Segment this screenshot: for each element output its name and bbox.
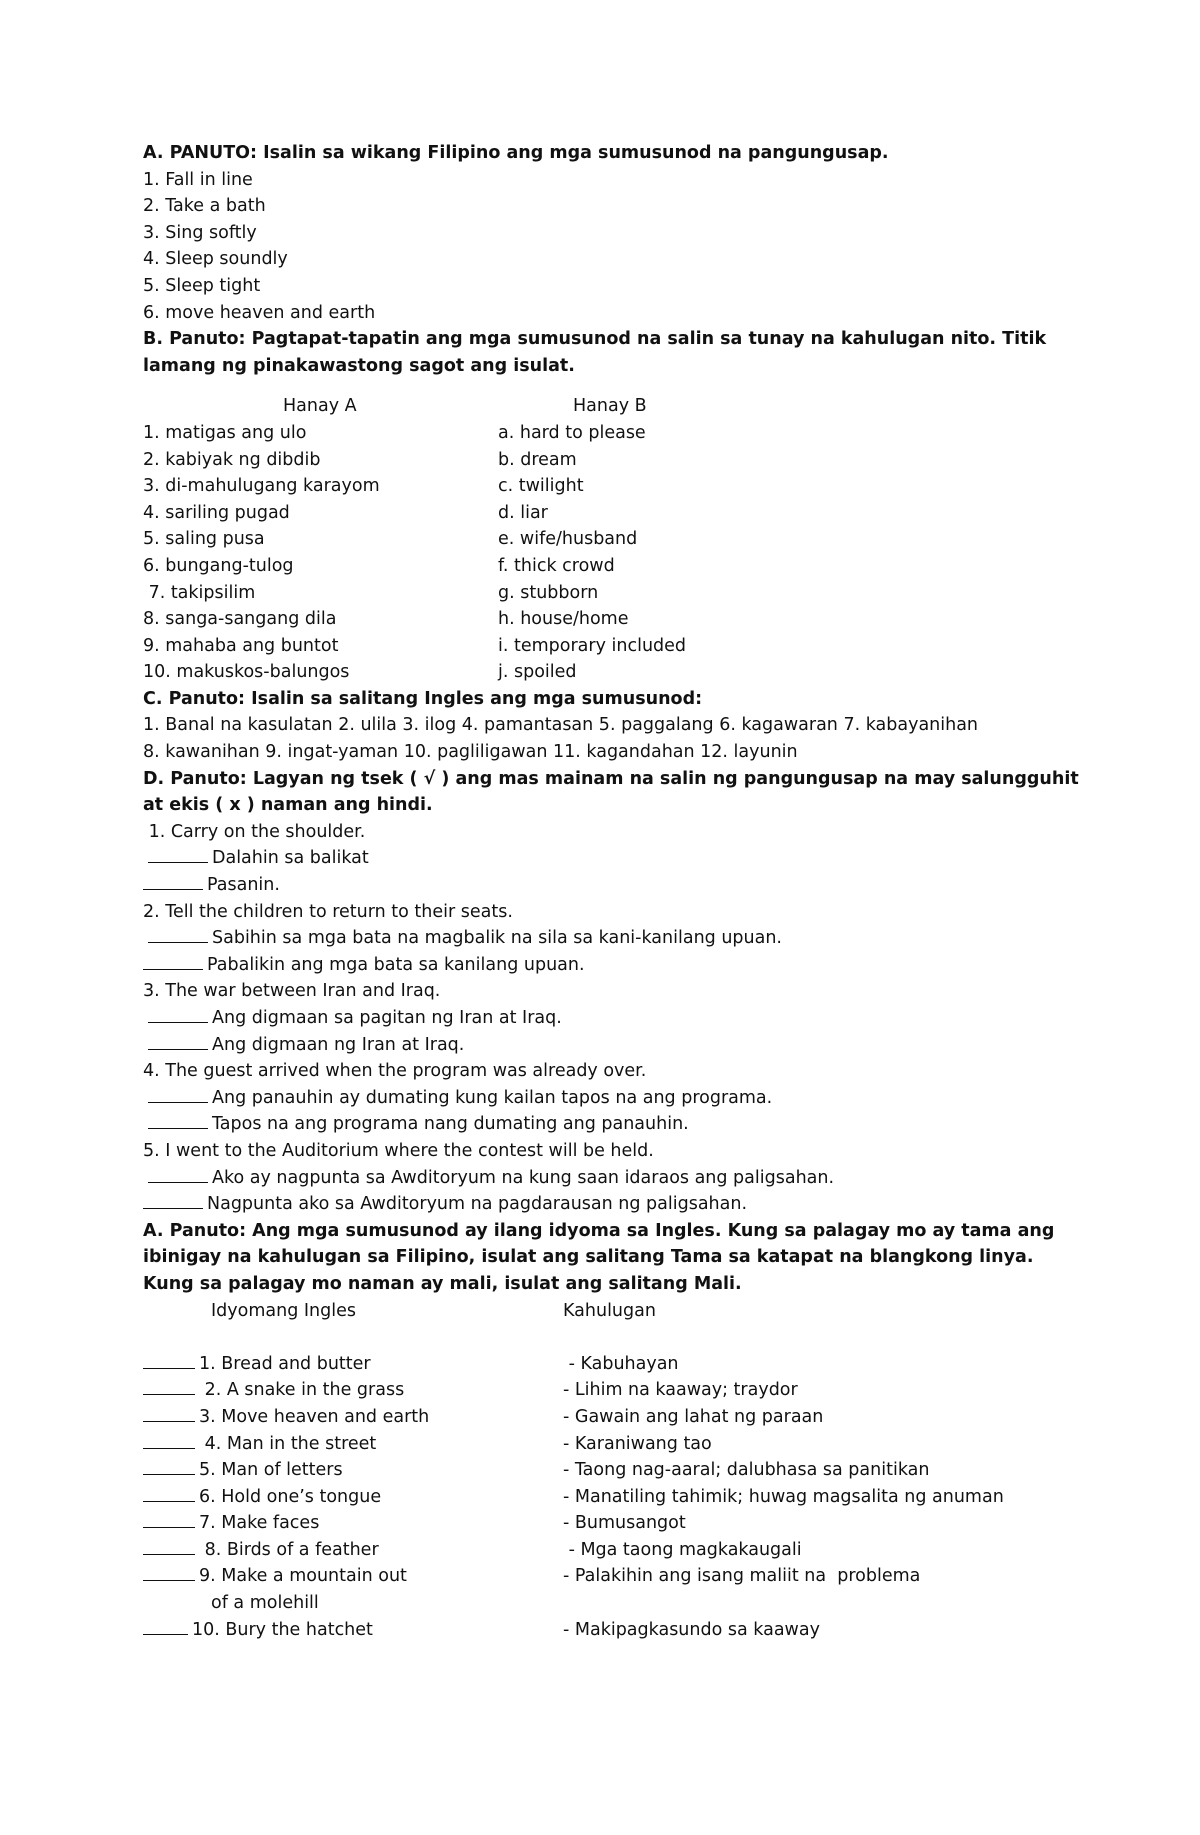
section-d-option: [143, 1032, 1083, 1059]
matching-row: [143, 473, 1083, 500]
section-a-item: 6. move heaven and earth: [143, 302, 376, 323]
answer-blank[interactable]: [148, 1005, 208, 1023]
meaning-text: - Makipagkasundo sa kaaway: [563, 1619, 820, 1640]
idiom-text: 10. Bury the hatchet: [192, 1619, 373, 1640]
answer-blank[interactable]: [143, 1510, 195, 1528]
answer-blank[interactable]: [143, 1484, 195, 1502]
hanay-a-item: 1. matigas ang ulo: [143, 422, 307, 443]
meaning-text: - Manatiling tahimik; huwag magsalita ng anuman: [563, 1486, 1004, 1507]
answer-blank[interactable]: [148, 1085, 208, 1103]
hanay-b-item: h. house/home: [498, 609, 629, 630]
answer-blank[interactable]: [143, 1404, 195, 1422]
matching-row: [143, 420, 1083, 447]
idiom-text: 5. Man of letters: [199, 1460, 343, 1481]
idiom-row: [143, 1431, 1083, 1458]
meaning-text: - Lihim na kaaway; traydor: [563, 1380, 798, 1401]
option-text: Ang digmaan sa pagitan ng Iran at Iraq.: [212, 1008, 562, 1028]
idiom-text: 6. Hold one’s tongue: [199, 1486, 382, 1507]
matching-row: [143, 553, 1083, 580]
option-text: Ako ay nagpunta sa Awditoryum na kung saan idaraos ang paligsahan.: [212, 1167, 835, 1188]
hanay-a-item: 10. makuskos-balungos: [143, 662, 350, 683]
hanay-a-item: 8. sanga-sangang dila: [143, 609, 337, 630]
matching-row: [143, 606, 1083, 633]
section-d-option: [143, 1085, 1083, 1112]
option-text: Nagpunta ako sa Awditoryum na pagdarausan ng paligsahan.: [207, 1194, 748, 1215]
answer-blank[interactable]: [143, 1431, 195, 1449]
idiom-row: [143, 1563, 1083, 1590]
idiom-row: [143, 1457, 1083, 1484]
answer-blank[interactable]: [148, 1165, 208, 1183]
idiom-row: [143, 1404, 1083, 1431]
meaning-text: - Gawain ang lahat ng paraan: [563, 1406, 824, 1427]
idiom-row: [143, 1377, 1083, 1404]
option-text: Ang digmaan ng Iran at Iraq.: [212, 1034, 465, 1055]
hanay-b-item: a. hard to please: [498, 422, 646, 443]
idiom-text: 1. Bread and butter: [199, 1353, 371, 1374]
section-idioms-heading: A. Panuto: Ang mga sumusunod ay ilang idyoma sa Ingles. Kung sa palagay mo ay tama ang ibinigay na kahulugan sa Filipino, isulat ang salitang Tama sa katapat na blangkong linya. Kung sa palagay mo naman ay mali, isulat ang salitang Mali.: [143, 1220, 1055, 1294]
section-a-item: 1. Fall in line: [143, 169, 253, 190]
option-text: Tapos na ang programa nang dumating ang panauhin.: [212, 1114, 689, 1135]
answer-blank[interactable]: [143, 1563, 195, 1581]
matching-row: [143, 633, 1083, 660]
matching-row: [143, 447, 1083, 474]
idiom-row: [143, 1537, 1083, 1564]
section-d-question: 3. The war between Iran and Iraq.: [143, 981, 441, 1002]
section-a-item: 3. Sing softly: [143, 222, 257, 243]
hanay-a-item: 3. di-mahulugang karayom: [143, 476, 380, 497]
meaning-text: - Karaniwang tao: [563, 1433, 712, 1454]
idiom-text: 8. Birds of a feather: [199, 1539, 379, 1560]
hanay-b-item: c. twilight: [498, 476, 584, 497]
hanay-a-item: 9. mahaba ang buntot: [143, 635, 339, 656]
hanay-b-item: b. dream: [498, 449, 577, 470]
hanay-b-item: f. thick crowd: [498, 555, 615, 576]
section-d-option: [143, 1111, 1083, 1138]
idiom-row: [143, 1351, 1083, 1378]
meaning-text: - Palakihin ang isang maliit na problema: [563, 1566, 921, 1587]
answer-blank[interactable]: [143, 1617, 188, 1635]
section-c-heading: C. Panuto: Isalin sa salitang Ingles ang mga sumusunod:: [143, 688, 703, 709]
section-d-option: [143, 1005, 1083, 1032]
idiom-continuation: of a molehill: [211, 1593, 319, 1614]
section-a-item: 4. Sleep soundly: [143, 249, 288, 270]
section-d-option: [143, 1165, 1083, 1192]
section-a-item: 5. Sleep tight: [143, 275, 261, 296]
answer-blank[interactable]: [143, 1351, 195, 1369]
answer-blank[interactable]: [148, 1032, 208, 1050]
section-d-heading: D. Panuto: Lagyan ng tsek ( √ ) ang mas mainam na salin ng pangungusap na may salungguhit at ekis ( x ) naman ang hindi.: [143, 768, 1079, 816]
section-d-question: 5. I went to the Auditorium where the contest will be held.: [143, 1140, 654, 1161]
meaning-text: - Bumusangot: [563, 1513, 686, 1534]
matching-row: [143, 526, 1083, 553]
hanay-b-item: g. stubborn: [498, 582, 599, 603]
hanay-a-item: 6. bungang-tulog: [143, 555, 294, 576]
idiom-text: 9. Make a mountain out: [199, 1566, 407, 1587]
matching-row: [143, 580, 1083, 607]
meaning-col-header: Kahulugan: [563, 1300, 656, 1321]
section-a-item: 2. Take a bath: [143, 196, 266, 217]
idiom-text: 2. A snake in the grass: [199, 1380, 405, 1401]
option-text: Dalahin sa balikat: [212, 848, 369, 869]
idioms-header: [143, 1298, 1083, 1325]
hanay-b-item: i. temporary included: [498, 635, 687, 656]
section-d-question: 1. Carry on the shoulder.: [143, 821, 366, 842]
answer-blank[interactable]: [143, 1377, 195, 1395]
matching-row: [143, 659, 1083, 686]
section-d-question: 2. Tell the children to return to their seats.: [143, 901, 513, 922]
option-text: Pasanin.: [207, 875, 280, 896]
hanay-a-item: 5. saling pusa: [143, 529, 265, 550]
idioms-col-header: Idyomang Ingles: [211, 1300, 356, 1321]
answer-blank[interactable]: [143, 1191, 203, 1209]
section-d-option: [143, 952, 1083, 979]
matching-row: [143, 500, 1083, 527]
option-text: Ang panauhin ay dumating kung kailan tapos na ang programa.: [212, 1087, 773, 1108]
hanay-a-item: 4. sariling pugad: [143, 502, 290, 523]
answer-blank[interactable]: [143, 872, 203, 890]
hanay-b-item: e. wife/husband: [498, 529, 638, 550]
answer-blank[interactable]: [143, 1457, 195, 1475]
option-text: Sabihin sa mga bata na magbalik na sila sa kani-kanilang upuan.: [212, 928, 782, 949]
section-d-question: 4. The guest arrived when the program was already over.: [143, 1061, 647, 1082]
section-c-line: 1. Banal na kasulatan 2. ulila 3. ilog 4. pamantasan 5. paggalang 6. kagawaran 7. kabayanihan: [143, 715, 979, 736]
answer-blank[interactable]: [148, 925, 208, 943]
section-d-option: [143, 872, 1083, 899]
hanay-a-item: 7. takipsilim: [143, 582, 256, 603]
hanay-a-item: 2. kabiyak ng dibdib: [143, 449, 321, 470]
section-d-option: [143, 845, 1083, 872]
idiom-text: 3. Move heaven and earth: [199, 1406, 430, 1427]
matching-header: [143, 393, 1083, 420]
hanay-b-header: Hanay B: [573, 396, 647, 417]
idiom-text: 7. Make faces: [199, 1513, 320, 1534]
section-a-heading: A. PANUTO: Isalin sa wikang Filipino ang mga sumusunod na pangungusap.: [143, 143, 889, 163]
meaning-text: - Taong nag-aaral; dalubhasa sa panitikan: [563, 1460, 930, 1481]
answer-blank[interactable]: [148, 845, 208, 863]
idiom-row: [143, 1484, 1083, 1511]
idiom-row: [143, 1617, 1083, 1644]
option-text: Pabalikin ang mga bata sa kanilang upuan.: [207, 954, 585, 975]
answer-blank[interactable]: [143, 1537, 195, 1555]
meaning-text: - Mga taong magkakaugali: [563, 1539, 802, 1560]
section-d-option: [143, 925, 1083, 952]
meaning-text: - Kabuhayan: [563, 1353, 679, 1374]
hanay-b-item: j. spoiled: [498, 662, 577, 683]
idiom-text: 4. Man in the street: [199, 1433, 377, 1454]
section-b-heading: B. Panuto: Pagtapat-tapatin ang mga sumusunod na salin sa tunay na kahulugan nito. Titik lamang ng pinakawastong sagot ang isulat.: [143, 329, 1047, 376]
hanay-a-header: Hanay A: [283, 396, 357, 417]
section-c-line: 8. kawanihan 9. ingat-yaman 10. pagliligawan 11. kagandahan 12. layunin: [143, 742, 798, 763]
section-d-option: [143, 1191, 1083, 1218]
idiom-row: [143, 1510, 1083, 1537]
answer-blank[interactable]: [148, 1111, 208, 1129]
hanay-b-item: d. liar: [498, 502, 548, 523]
worksheet-page: [143, 140, 1083, 1643]
answer-blank[interactable]: [143, 952, 203, 970]
